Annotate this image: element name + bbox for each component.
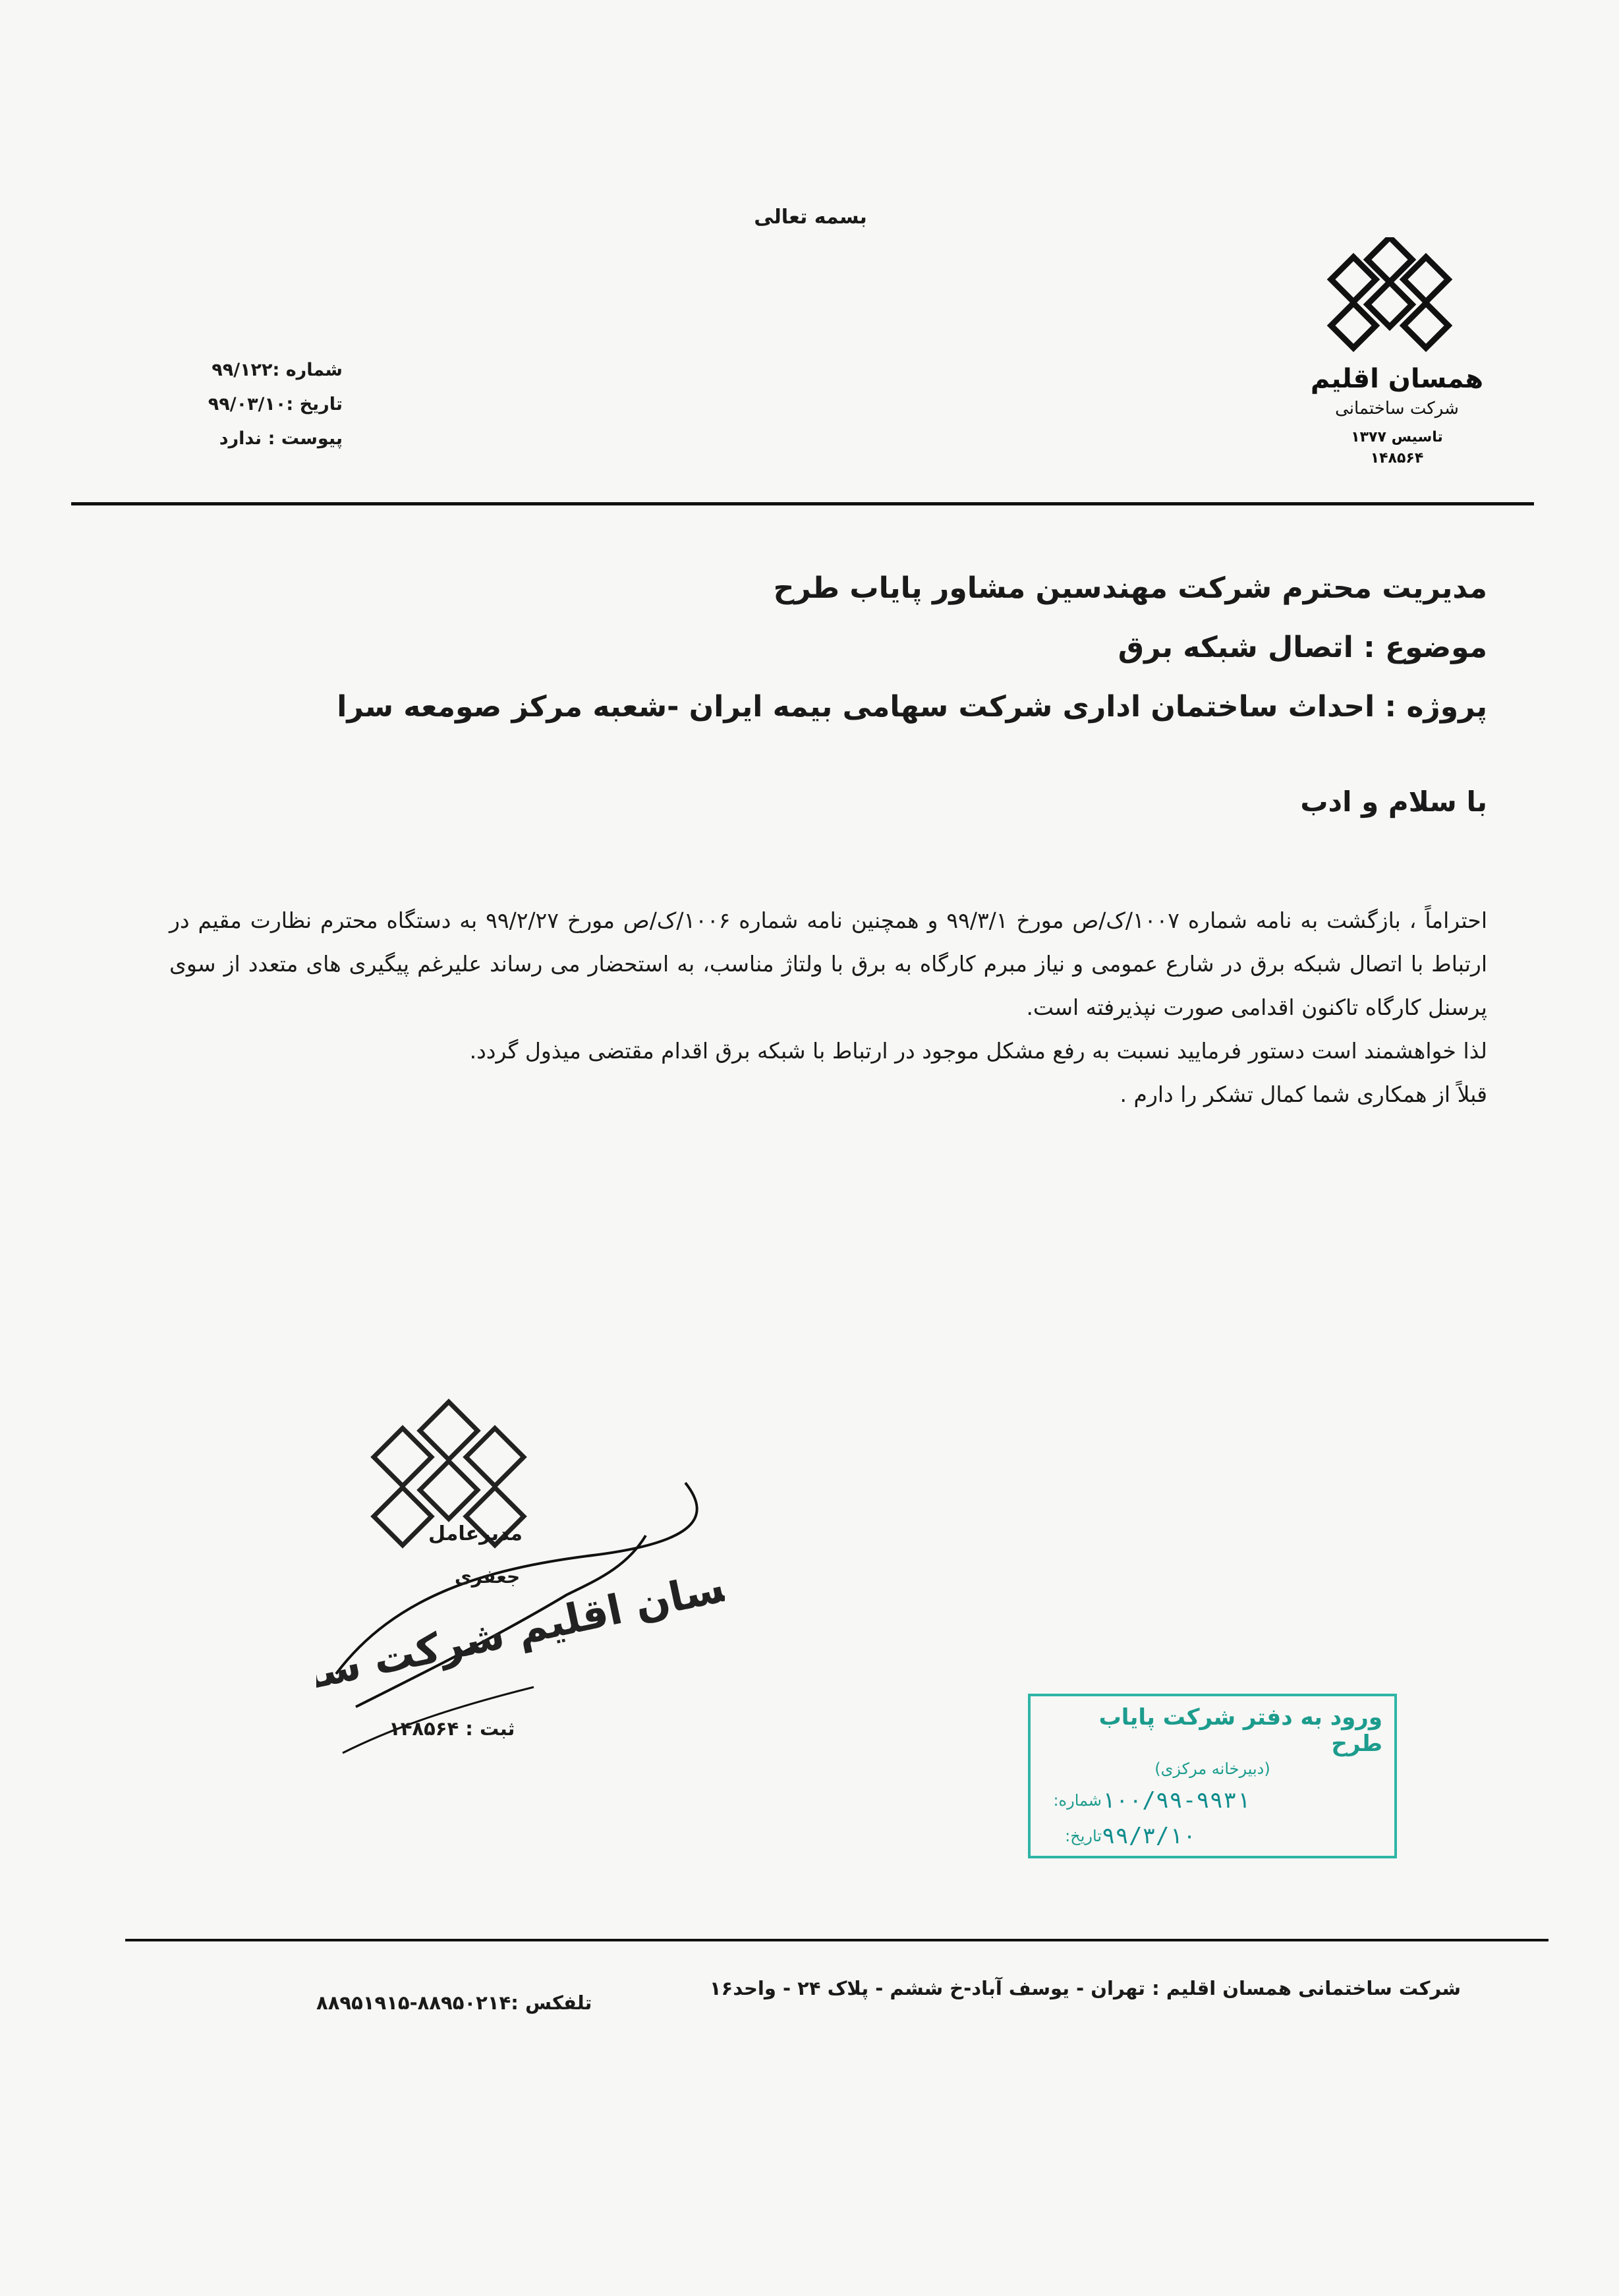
logo-established: تاسیس ۱۳۷۷ (1351, 429, 1443, 445)
header-divider (71, 502, 1534, 505)
stamp-date-row (1042, 1823, 1382, 1849)
stamp-date-value: ۹۹/۳/۱۰ (1102, 1823, 1197, 1849)
signatory-name: جعفری (455, 1566, 521, 1588)
project: پروژه : احداث ساختمان اداری شرکت سهامی بیمه ایران -شعبه مرکز صومعه سرا (337, 690, 1487, 724)
letter-attachment: پیوست : ندارد (219, 428, 343, 449)
signature-seal (316, 1397, 725, 1766)
company-logo (1311, 237, 1483, 474)
body-paragraph: لذا خواهشمند است دستور فرمایید نسبت به رفع مشکل موجود در ارتباط با شبکه برق اقدام مقتضی میذول گردد. (469, 1038, 1487, 1064)
letter-heading-block (235, 559, 1487, 737)
logo-registration: ۱۴۸۵۶۴ (1370, 450, 1424, 467)
letter-meta (145, 353, 343, 456)
seal-graphic (316, 1397, 725, 1766)
stamp-title: ورود به دفتر شرکت پایاب طرح (1098, 1704, 1382, 1757)
company-logo-graphic (1311, 237, 1483, 474)
footer-address: شرکت ساختمانی همسان اقلیم : تهران - یوسف آباد-خ ششم - پلاک ۲۴ - واحد۱۶ (709, 1977, 1461, 1999)
greeting: با سلام و ادب (1300, 786, 1487, 818)
stamp-number-row (1042, 1787, 1382, 1814)
letter-date: تاریخ :۹۹/۰۳/۱۰ (208, 394, 343, 415)
stamp-subtitle: (دبیرخانه مرکزی) (1154, 1760, 1270, 1778)
stamp-date-label: تاریخ: (1065, 1827, 1102, 1845)
stamp-number-label: شماره: (1053, 1791, 1102, 1810)
footer-fax: تلفکس :۸۸۹۵۰۲۱۴-۸۸۹۵۱۹۱۵ (316, 1992, 592, 2014)
bismillah-heading: بسمه تعالی (754, 206, 867, 229)
body-paragraph: احتراماً ، بازگشت به نامه شماره ۱۰۰۷/ک/ص مورخ ۹۹/۳/۱ و همچنین نامه شماره ۱۰۰۶/ک/ص مورخ ۹۹/۲/۲۷ به دستگاه محترم نظارت مقیم در ارتباط با اتصال شبکه برق در شارع عمومی و نیاز مبرم کارگاه به برق با ولتاژ مناسب، به استحضار می رساند علیرغم پیگیری های متعدد از سوی پرسنل کارگاه تاکنون اقدامی صورت نپذیرفته است. (169, 907, 1487, 1020)
letter-body (169, 899, 1487, 1116)
body-paragraph: قبلاً از همکاری شما کمال تشکر را دارم . (1120, 1081, 1487, 1107)
company-registration: ثبت : ۱۴۸۵۶۴ (389, 1717, 515, 1740)
seal-text: همسان اقلیم شرکت ساختمانی (316, 1551, 725, 1730)
signatory-title: مدیرعامل (428, 1522, 523, 1545)
logo-text-primary: همسان اقلیم (1311, 364, 1483, 394)
received-stamp (1028, 1694, 1397, 1858)
letter-number: شماره :۹۹/۱۲۲ (212, 360, 343, 380)
logo-text-secondary: شرکت ساختمانی (1335, 399, 1459, 418)
addressee: مدیریت محترم شرکت مهندسین مشاور پایاب طرح (773, 571, 1487, 605)
stamp-number-value: ۱۰۰/۹۹-۹۹۳۱ (1102, 1787, 1251, 1814)
subject: موضوع : اتصال شبکه برق (1118, 631, 1487, 664)
footer-divider (125, 1939, 1548, 1941)
